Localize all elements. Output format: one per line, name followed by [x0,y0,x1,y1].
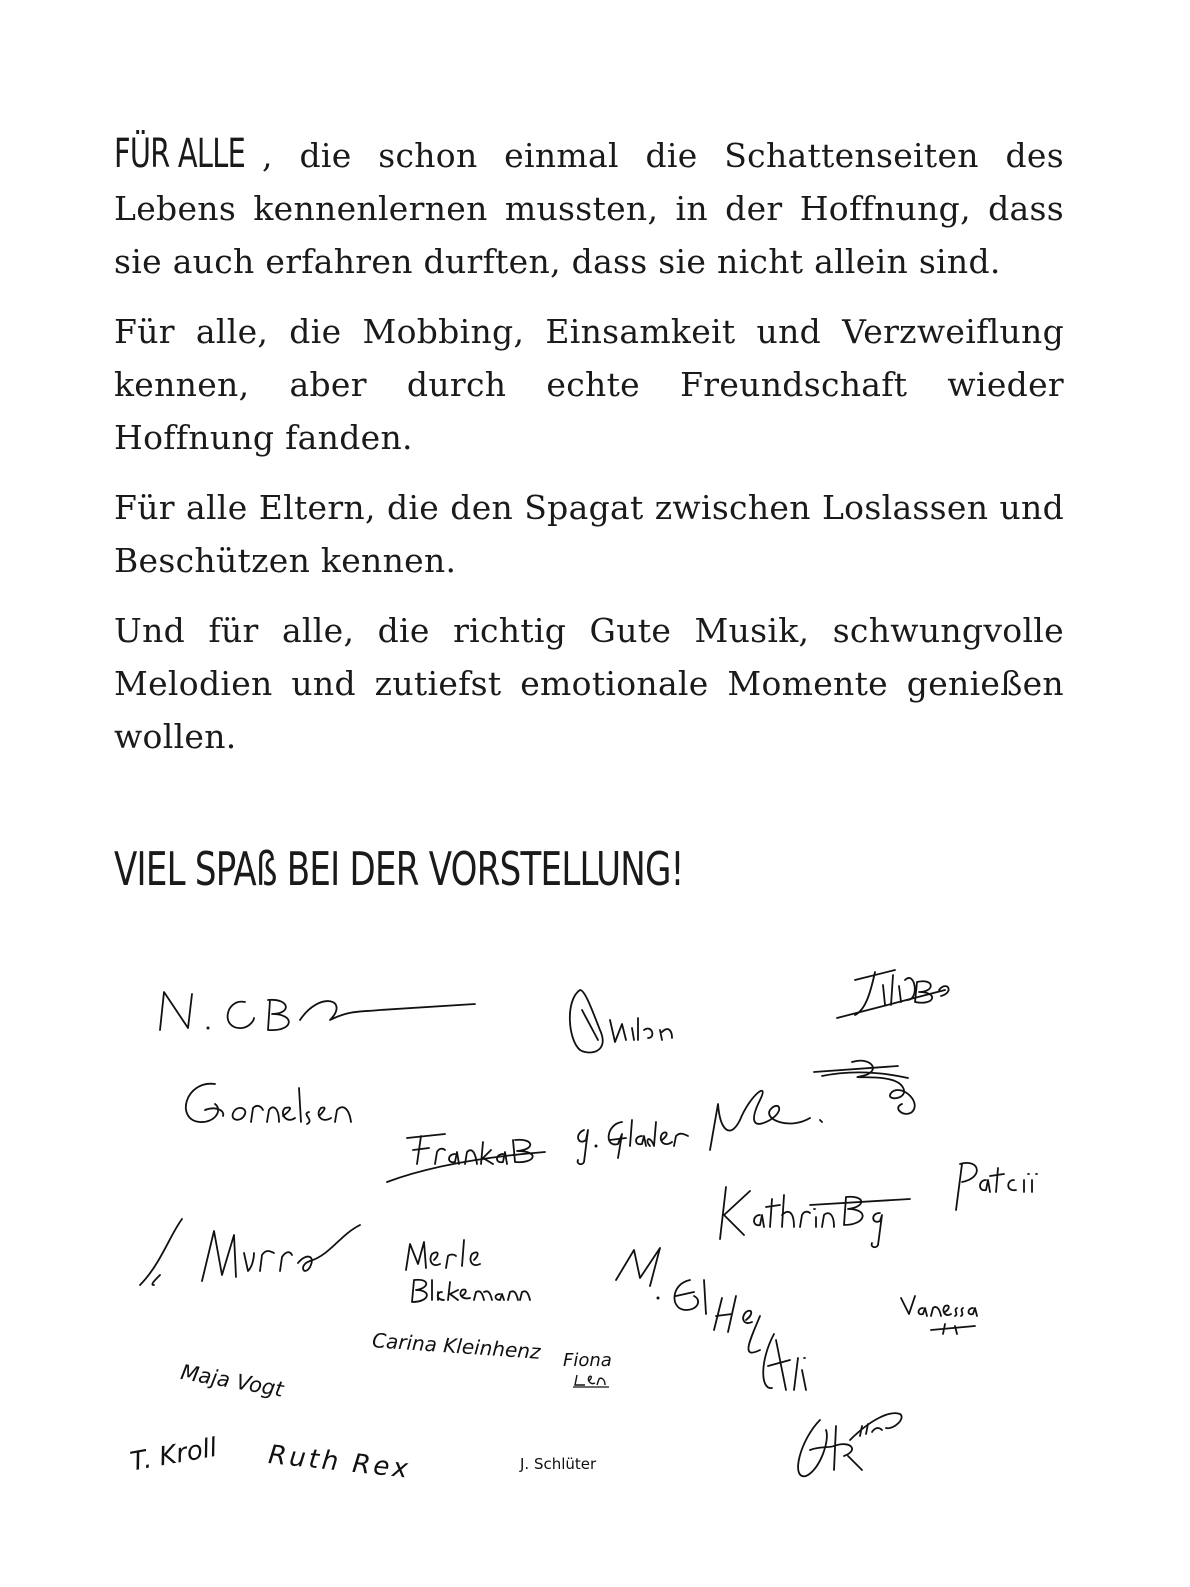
signature-19: Ruth Rex [266,1440,413,1485]
signature-8 [812,1052,927,1127]
signature-13 [610,1240,830,1420]
signature-16 [563,1350,613,1394]
signature-15-line1: Carina Kleinhenz [371,1328,542,1364]
signature-6 [570,1110,700,1170]
signature-17: Maja Vogt [178,1360,286,1402]
dedication-paragraph-3: Für alle Eltern, die den Spagat zwischen Loslassen und Beschützen kennen. [114,488,1064,580]
signature-area [0,940,1190,1540]
dedication-paragraph-1 [114,128,1064,288]
signature-1 [150,980,490,1050]
signature-16-flourish [563,1371,613,1389]
dedication-paragraph-1-text: , die schon einmal die Schattenseiten des Lebens kennenlernen mussten, in der Hoffnung, dass sie auch erfahren durften, dass sie nicht allein sind. [114,136,1064,281]
signature-21 [790,1400,910,1490]
closing-line: VIEL SPAß BEI DER VORSTELLUNG! [114,842,684,896]
signature-18: T. Kroll [128,1432,220,1478]
signature-14 [895,1290,985,1340]
signature-16-line1: Fiona [563,1350,612,1371]
signature-2 [560,980,690,1060]
signature-3 [835,950,975,1030]
signature-15 [371,1328,541,1364]
signature-9 [940,1150,1050,1220]
signature-4 [175,1070,375,1140]
signature-11 [130,1205,370,1295]
dedication-lead: FÜR ALLE [114,131,246,177]
dedication-paragraph-2: Für alle, die Mobbing, Einsamkeit und Verzweiflung kennen, aber durch echte Freundschaft wieder Hoffnung fanden. [114,312,1064,457]
dedication-paragraph-4: Und für alle, die richtig Gute Musik, schwungvolle Melodien und zutiefst emotionale Momente genießen wollen. [114,611,1064,756]
signature-20: J. Schlüter [520,1455,597,1473]
dedication-text [114,128,1064,780]
signature-5 [385,1120,555,1190]
signature-12 [400,1230,540,1310]
